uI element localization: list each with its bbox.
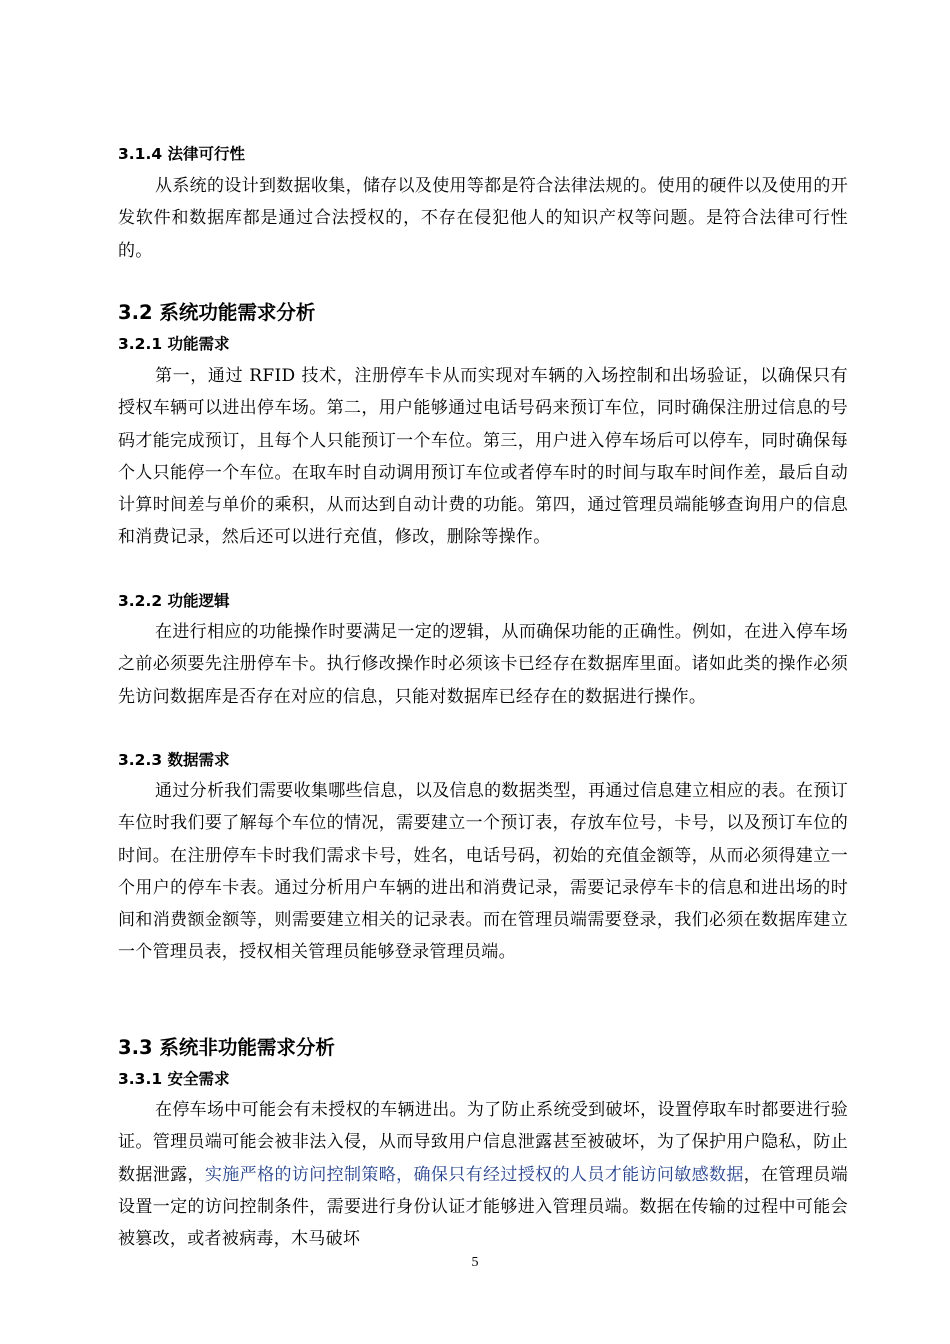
heading-3-2: 3.2 系统功能需求分析 [118, 301, 316, 324]
security-text-part-2: ，在管理员端设置一定的访问控制条件，需要进行身份认证才能够进入管理员端。数据在传输的过程中可能会被篡改，或者被病毒，木马破坏 [118, 1164, 848, 1250]
paragraph-data-requirements: 通过分析我们需要收集哪些信息，以及信息的数据类型，再通过信息建立相应的表。在预订车位时我们要了解每个车位的情况，需要建立一个预订表，存放车位号，卡号，以及预订车位的时间。在注册停车卡时我们需求卡号，姓名，电话号码，初始的充值金额等，从而必须得建立一个用户的停车卡表。通过分析用户车辆的进出和消费记录，需要记录停车卡的信息和进出场的时间和消费额金额等，则需要建立相关的记录表。而在管理员端需要登录，我们必须在数据库建立一个管理员表，授权相关管理员能够登录管理员端。 [118, 781, 848, 963]
heading-3-3-1: 3.3.1 安全需求 [118, 1070, 230, 1088]
heading-3-2-1: 3.2.1 功能需求 [118, 335, 230, 353]
paragraph-functional-logic: 在进行相应的功能操作时要满足一定的逻辑，从而确保功能的正确性。例如，在进入停车场之前必须要先注册停车卡。执行修改操作时必须该卡已经存在数据库里面。诸如此类的操作必须先访问数据库是否存在对应的信息，只能对数据库已经存在的数据进行操作。 [118, 622, 848, 707]
paragraph-legal-feasibility: 从系统的设计到数据收集，储存以及使用等都是符合法律法规的。使用的硬件以及使用的开发软件和数据库都是通过合法授权的，不存在侵犯他人的知识产权等问题。是符合法律可行性的。 [118, 176, 848, 261]
page-number: 5 [471, 1255, 479, 1270]
paragraph-functional-requirements: 第一，通过 RFID 技术，注册停车卡从而实现对车辆的入场控制和出场验证，以确保只有授权车辆可以进出停车场。第二，用户能够通过电话号码来预订车位，同时确保注册过信息的号码才能完成预订，且每个人只能预订一个车位。第三，用户进入停车场后可以停车，同时确保每个人只能停一个车位。在取车时自动调用预订车位或者停车时的时间与取车时间作差，最后自动计算时间差与单价的乘积，从而达到自动计费的功能。第四，通过管理员端能够查询用户的信息和消费记录，然后还可以进行充值，修改，删除等操作。 [118, 366, 848, 548]
security-text-part-1: 在停车场中可能会有未授权的车辆进出。为了防止系统受到破坏，设置停取车时都要进行验证。管理员端可能会被非法入侵，从而导致用户信息泄露甚至被破坏，为了保护用户隐私，防止数据泄露， [118, 1100, 848, 1185]
paragraph-security-requirements [118, 1094, 848, 1255]
heading-3-2-2: 3.2.2 功能逻辑 [118, 592, 230, 610]
heading-3-2-3: 3.2.3 数据需求 [118, 751, 230, 769]
security-text-highlight: 实施严格的访问控制策略，确保只有经过授权的人员才能访问敏感数据 [204, 1164, 744, 1185]
heading-3-3: 3.3 系统非功能需求分析 [118, 1036, 335, 1059]
heading-3-1-4: 3.1.4 法律可行性 [118, 145, 246, 163]
